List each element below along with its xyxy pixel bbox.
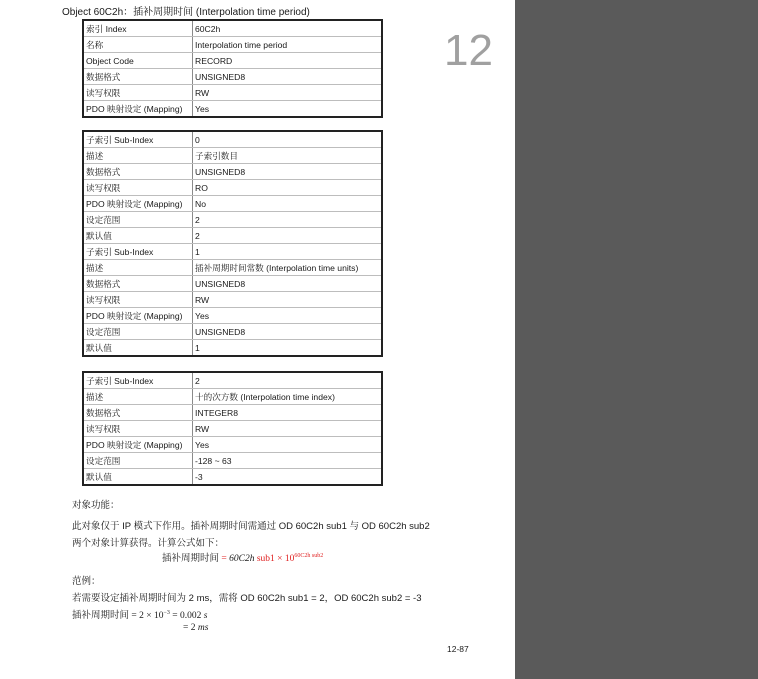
row-key: 读写权限 xyxy=(83,85,193,101)
table-row xyxy=(83,37,382,53)
table-row xyxy=(83,340,382,357)
example-heading: 范例： xyxy=(72,576,101,587)
row-value: RW xyxy=(193,85,383,101)
row-key: 读写权限 xyxy=(83,180,193,196)
row-value: RW xyxy=(193,292,383,308)
chapter-number: 12 xyxy=(444,26,493,75)
table-row xyxy=(83,53,382,69)
row-value: Yes xyxy=(193,308,383,324)
row-value: 1 xyxy=(193,244,383,260)
calc-unit: s xyxy=(203,611,208,621)
table-row xyxy=(83,180,382,196)
table-row xyxy=(83,324,382,340)
calc-lhs: 插补周期时间 xyxy=(72,610,130,621)
formula-exponent: 60C2h sub2 xyxy=(294,552,324,559)
row-value: 1 xyxy=(193,340,383,357)
row-value: RW xyxy=(193,421,383,437)
chapter-sidebar xyxy=(515,0,758,679)
row-value: RECORD xyxy=(193,53,383,69)
row-key: 设定范围 xyxy=(83,212,193,228)
row-key: 默认值 xyxy=(83,340,193,357)
table-row xyxy=(83,69,382,85)
row-key: 数据格式 xyxy=(83,405,193,421)
row-key: 数据格式 xyxy=(83,69,193,85)
table-row xyxy=(83,20,382,37)
row-key: 数据格式 xyxy=(83,276,193,292)
formula-times: × 10 xyxy=(274,554,295,564)
table-row xyxy=(83,244,382,260)
row-key: Object Code xyxy=(83,53,193,69)
row-value: No xyxy=(193,196,383,212)
calc-result: = 0.002 xyxy=(169,611,204,621)
row-value: RO xyxy=(193,180,383,196)
subindex-table-2 xyxy=(82,371,383,486)
calc-expr: = 2 × 10 xyxy=(129,611,164,621)
row-value: UNSIGNED8 xyxy=(193,324,383,340)
table-row xyxy=(83,372,382,389)
page-number: 12-87 xyxy=(447,644,469,654)
row-key: PDO 映射设定 (Mapping) xyxy=(83,196,193,212)
calc2-expr: = 2 xyxy=(183,623,198,633)
table-row xyxy=(83,164,382,180)
formula-term2: sub1 xyxy=(254,554,275,564)
calc-exponent: −3 xyxy=(163,609,170,616)
subindex-table-0-1 xyxy=(82,130,383,357)
table-row xyxy=(83,421,382,437)
formula-eq: = xyxy=(219,554,230,564)
row-key: 默认值 xyxy=(83,469,193,486)
table-row xyxy=(83,469,382,486)
table-row xyxy=(83,85,382,101)
row-value: Yes xyxy=(193,437,383,453)
formula-term1: 60C2h xyxy=(229,554,255,564)
row-key: 子索引 Sub-Index xyxy=(83,131,193,148)
formula-lhs: 插补周期时间 xyxy=(162,553,220,564)
row-value: 2 xyxy=(193,372,383,389)
example-calc-1 xyxy=(72,607,207,621)
row-key: 索引 Index xyxy=(83,20,193,37)
row-key: 设定范围 xyxy=(83,324,193,340)
table-row xyxy=(83,196,382,212)
row-value: UNSIGNED8 xyxy=(193,164,383,180)
row-value: 0 xyxy=(193,131,383,148)
row-key: 默认值 xyxy=(83,228,193,244)
row-key: 描述 xyxy=(83,389,193,405)
object-table xyxy=(82,19,383,118)
row-key: 读写权限 xyxy=(83,292,193,308)
row-key: 名称 xyxy=(83,37,193,53)
row-value: 2 xyxy=(193,212,383,228)
table-row xyxy=(83,437,382,453)
row-value: Interpolation time period xyxy=(193,37,383,53)
table-row xyxy=(83,148,382,164)
example-calc-2 xyxy=(183,622,208,633)
row-key: PDO 映射设定 (Mapping) xyxy=(83,101,193,118)
row-value: UNSIGNED8 xyxy=(193,69,383,85)
row-value: UNSIGNED8 xyxy=(193,276,383,292)
row-key: 描述 xyxy=(83,260,193,276)
row-value: Yes xyxy=(193,101,383,118)
row-key: 子索引 Sub-Index xyxy=(83,244,193,260)
table-row xyxy=(83,308,382,324)
row-value: 2 xyxy=(193,228,383,244)
row-value: 插补周期时间常数 (Interpolation time units) xyxy=(193,260,383,276)
table-row xyxy=(83,101,382,118)
row-value: INTEGER8 xyxy=(193,405,383,421)
object-title: Object 60C2h：插补周期时间 (Interpolation time period) xyxy=(62,7,310,18)
row-value: 子索引数目 xyxy=(193,148,383,164)
table-row xyxy=(83,453,382,469)
function-line-2: 两个对象计算获得。计算公式如下： xyxy=(72,538,225,549)
row-key: PDO 映射设定 (Mapping) xyxy=(83,437,193,453)
table-row xyxy=(83,389,382,405)
row-value: -128 ~ 63 xyxy=(193,453,383,469)
row-value: 十的次方数 (Interpolation time index) xyxy=(193,389,383,405)
row-key: 子索引 Sub-Index xyxy=(83,372,193,389)
table-row xyxy=(83,292,382,308)
formula xyxy=(162,550,323,564)
row-value: 60C2h xyxy=(193,20,383,37)
row-value: -3 xyxy=(193,469,383,486)
row-key: PDO 映射设定 (Mapping) xyxy=(83,308,193,324)
table-row xyxy=(83,405,382,421)
row-key: 读写权限 xyxy=(83,421,193,437)
table-row xyxy=(83,131,382,148)
example-line-1: 若需要设定插补周期时间为 2 ms，需将 OD 60C2h sub1 = 2，OD 60C2h sub2 = -3 xyxy=(72,593,422,604)
table-row xyxy=(83,212,382,228)
table-row xyxy=(83,228,382,244)
table-row xyxy=(83,260,382,276)
row-key: 数据格式 xyxy=(83,164,193,180)
calc2-unit: ms xyxy=(197,623,209,633)
function-line-1: 此对象仅于 IP 模式下作用。插补周期时间需通过 OD 60C2h sub1 与 OD 60C2h sub2 xyxy=(72,521,430,532)
function-heading: 对象功能： xyxy=(72,500,120,511)
row-key: 设定范围 xyxy=(83,453,193,469)
table-row xyxy=(83,276,382,292)
row-key: 描述 xyxy=(83,148,193,164)
